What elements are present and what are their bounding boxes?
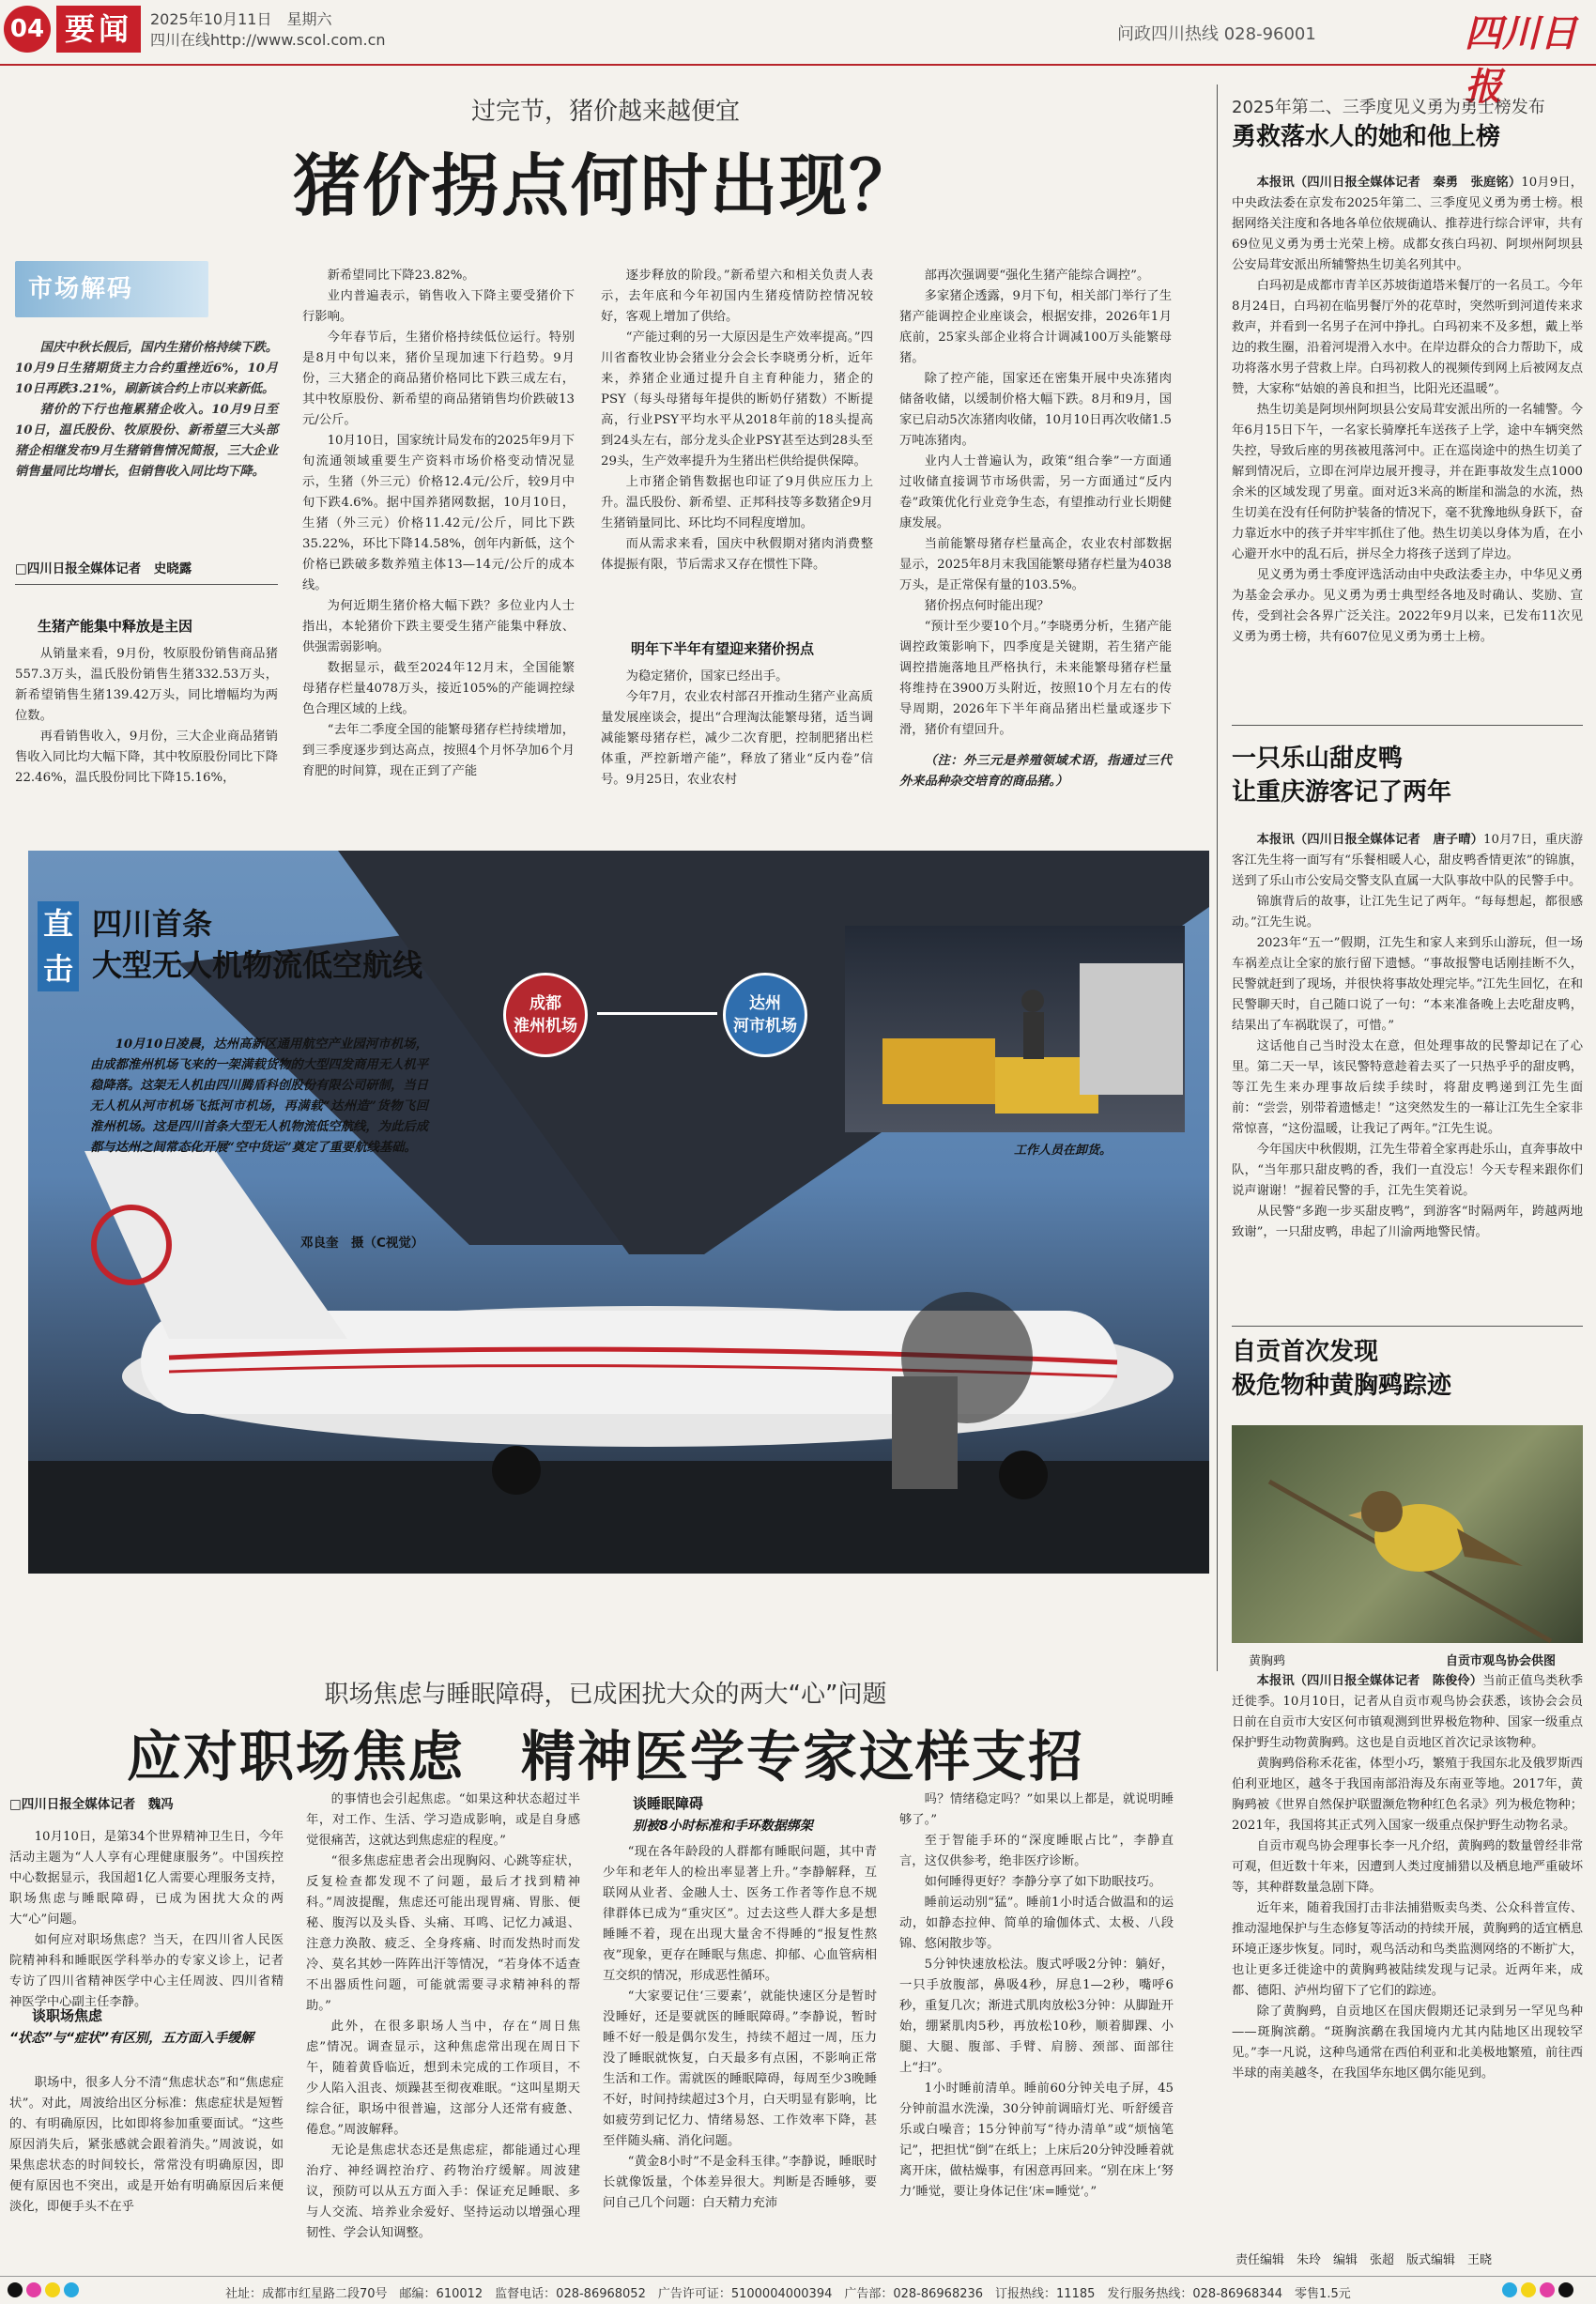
r1-kicker: 2025年第二、三季度见义勇为勇士榜发布 [1232,98,1545,117]
para [1232,173,1583,276]
para: 无论是焦虑状态还是焦虑症，都能通过心理治疗、神经调控治疗、药物治疗缓解。周波建议，预防可以从五方面入手：保证充足睡眠、多与人交流、培养业余爱好、坚持运动以增强心理韧性、学会认知调整。 [306,2143,580,2240]
para-text: 10月7日，重庆游客江先生将一面写有“乐餐相暖人心，甜皮鸭香情更浓”的锦旗，送到了乐山市公安局交警支队直属一大队事故中队的民警手中。 [1232,833,1584,888]
lead-col-3 [601,266,873,622]
bottom-col-3 [603,1842,877,2268]
r2-body [1232,830,1583,1322]
newspaper-logo: 四川日报 [1465,11,1577,109]
route-origin: 成都 淮州机场 [503,973,588,1057]
para: “很多焦虑症患者会出现胸闷、心跳等症状，反复检查都发现不了问题，最后才找到精神科。”周波提醒，焦虑还可能出现胃痛、胃胀、便秘、腹泻以及头昏、头痛、耳鸣、记忆力减退、注意力涣散、疲乏、全身疼痛、时而发热时而发冷、莫名其妙一阵阵出汗等情况，“若身体不适查不出器质性问题，可能就需要寻求精神科的帮助。” [306,1854,580,2013]
color-registration-marks [8,2282,83,2301]
para: “去年二季度全国的能繁母猪存栏持续增加，到三季度逐步到达高点，按照4个月怀孕加6个月育肥的时间算，现在正到了产能 [302,723,575,778]
market-tag-label: 市场解码 [28,275,134,303]
bottom-subhead-1b: “状态”与“症状”有区别，五方面入手缓解 [9,2031,254,2046]
para: 吗？情绪稳定吗？”如果以上都是，就说明睡够了。” [899,1792,1174,1827]
lead-col-3b [601,667,873,792]
para: “黄金8小时”不是金科玉律。”李静说，睡眠时长就像饭量，个体差异很大。判断是否睡够，要问自己几个问题：白天精力充沛 [603,2155,877,2210]
footer [0,2276,1596,2304]
bottom-col-4 [899,1789,1174,2268]
para: 至于智能手环的“深度睡眠占比”，李静直言，这仅供参考，绝非医疗诊断。 [899,1834,1174,1868]
issue-date: 2025年10月11日 星期六 [150,10,332,28]
r2-byline: 本报讯（四川日报全媒体记者 唐子晴） [1256,833,1484,847]
para: 黄胸鹀俗称禾花雀，体型小巧，繁殖于我国东北及俄罗斯西伯利亚地区，越冬于我国南部沿海及东南亚等地。2017年，黄胸鹀被《世界自然保护联盟濒危物种红色名录》列为极危物种；2021年，我国将其正式列入国家一级重点保护野生动物名录。 [1232,1757,1583,1833]
para: 如何应对职场焦虑？当天，在四川省人民医院精神科和睡眠医学科举办的专家义诊上，记者专访了四川省精神医学中心主任周波、四川省精神医学中心副主任李静。 [9,1933,284,2009]
site-url[interactable]: 四川在线http://www.scol.com.cn [150,31,386,49]
r1-byline: 本报讯（四川日报全媒体记者 秦勇 张庭铭） [1256,176,1522,190]
para: 从民警“多跑一步买甜皮鸭”，到游客“时隔两年，跨越两地致谢”，一只甜皮鸭，串起了川渝两地警民情。 [1232,1205,1583,1239]
bottom-byline: □四川日报全媒体记者 魏冯 [9,1797,174,1812]
para: 白玛初是成都市青羊区苏坡街道塔米餐厅的一名员工。今年8月24日，白玛初在临男餐厅外的花草时，突然听到河道传来求救声，并看到一名男子在河中挣扎。白玛初来不及多想，戴上举边的救生圈，沿着河堤滑入水中。在岸边群众的合力帮助下，成功将落水男子营救上岸。白玛初救人的视频传到网上后被网友点赞，大家称“姑娘的善良和担当，比阳光还温暖”。 [1232,279,1583,396]
r3-title-line: 极危物种黄胸鹀踪迹 [1232,1372,1452,1400]
photo-text-para: 10月10日凌晨，达州高新区通用航空产业园河市机场，由成都淮州机场飞来的一架满载货物的大型四发商用无人机平稳降落。这架无人机由四川腾盾科创股份有限公司研制，当日无人机从河市机场飞抵河市机场，再满载“达州造”货物飞回淮州机场。这是四川首条大型无人机物流低空航线，为此后成都与达州之间常态化开展“空中货运”奠定了重要航线基础。 [90,1037,428,1155]
divider [1232,725,1583,726]
bird-credit: 自贡市观鸟协会供图 [1446,1654,1557,1668]
para: 为稳定猪价，国家已经出手。 [625,669,789,684]
para-text: 当前正值鸟类秋季迁徙季。10月10日，记者从自贡市观鸟协会获悉，该协会会员日前在自贡市大安区何市镇观测到世界极危物种、国家一级重点保护野生动物黄胸鹀。这也是自贡地区首次记录该物种。 [1232,1674,1584,1750]
lead-byline: □四川日报全媒体记者 史晓露 [15,561,192,576]
lead-col-4 [899,266,1172,745]
lead-headline: 猪价拐点何时出现？ [292,146,918,225]
para: “产能过剩的另一大原因是生产效率提高。”四川省畜牧业协会猪业分会会长李晓勇分析，近年来，养猪企业通过提升自主育种能力，猪企的PSY（每头母猪每年提供的断奶仔猪数）不断提高，行业PSY平均水平从2018年前的18头提高到24头左右，部分龙头企业PSY甚至达到28头至29头，生产效率提升为生猪出栏供给提供保障。 [601,330,873,468]
bottom-subhead-2b: 别被8小时标准和手环数据绑架 [633,1819,813,1834]
para: 锦旗背后的故事，让江先生记了两年。“每每想起，都很感动。”江先生说。 [1232,895,1583,929]
photo-tag-char: 击 [42,951,73,987]
para: 除了黄胸鹀，自贡地区在国庆假期还记录到另一罕见鸟种——斑胸滨鹬。“斑胸滨鹬在我国境内尤其内陆地区出现较罕见。”李一凡说，这种鸟通常在西伯利亚和北美极地繁殖，前往西半球的南美越冬，在我国华东地区偶尔能见到。 [1232,2004,1583,2081]
para: 上市猪企销售数据也印证了9月供应压力上升。温氏股份、新希望、正邦科技等多数猪企9月生猪销量同比、环比均不同程度增加。 [601,475,873,530]
photo-credit: 邓良奎 摄（C视觉） [300,1236,424,1251]
para: “预计至少要10个月。”李晓勇分析，生猪产能调控政策影响下，四季度是关键期，若生猪产能调控措施落地且严格执行，未来能繁母猪存栏量将维持在3900万头附近，按照10个月左右的传导周期，2026年下半年商品猪出栏量或逐步下滑，猪价有望回升。 [899,620,1172,737]
inset-caption: 工作人员在卸货。 [1014,1144,1113,1158]
para: 的事情也会引起焦虑。“如果这种状态超过半年，对工作、生活、学习造成影响，或是自身感觉很痛苦，这就达到焦虑症的程度。” [306,1792,580,1848]
r3-byline: 本报讯（四川日报全媒体记者 陈俊伶） [1256,1674,1483,1688]
bird-photo [1232,1425,1583,1643]
photo-tag-char: 直 [42,906,73,942]
para: 除了控产能，国家还在密集开展中央冻猪肉储备收储，以缓制价格大幅下跌。8月和9月，国家已启动5次冻猪肉收储，10月10日再次收储1.5万吨冻猪肉。 [899,372,1172,448]
photo-title-line: 大型无人机物流低空航线 [92,947,423,983]
para: 见义勇为勇士季度评选活动由中央政法委主办，中华见义勇为基金会承办。见义勇为勇士典型经各地及时确认、奖励、宣传，受到社会各界广泛关注。2022年9月以来，已发布11次见义勇为勇士榜，共有607位见义勇为勇士上榜。 [1232,568,1583,644]
para: 如何睡得更好？李静分享了如下助眠技巧。 [924,1875,1162,1889]
para: 多家猪企透露，9月下旬，相关部门举行了生猪产能调控企业座谈会，根据安排，2026年1月底前，25家头部企业将合计调减100万头能繁母猪。 [899,289,1172,365]
para: 5分钟快速放松法。腹式呼吸2分钟：躺好，一只手放腹部，鼻吸4秒，屏息1—2秒，嘴呼6秒，重复几次；渐进式肌肉放松3分钟：从脚趾开始，绷紧肌肉5秒，再放松10秒，顺着脚踝、小腿、大腿、腹部、手臂、肩膀、颈部、面部往上“扫”。 [899,1958,1174,2075]
para: 今年7月，农业农村部召开推动生猪产业高质量发展座谈会，提出“合理淘汰能繁母猪，适当调减能繁母猪存栏，减少二次育肥，控制肥猪出栏体重，严控新增产能”，释放了猪业“反内卷”信号。9月25日，农业农村 [601,690,873,787]
para: 睡前运动别“猛”。睡前1小时适合做温和的运动，如静态拉伸、简单的瑜伽体式、太极、八段锦、悠闲散步等。 [899,1896,1174,1951]
para: 数据显示，截至2024年12月末，全国能繁母猪存栏量4078万头，接近105%的产能调控绿色合理区域的上线。 [302,661,575,716]
para: 猪价拐点何时能出现？ [924,599,1050,613]
intro-para: 猪价的下行也拖累猪企收入。10月9日至10日，温氏股份、牧原股份、新希望三大头部猪企相继发布9月生猪销售情况简报，三大企业销售量同比均增长，但销售收入同比均下降。 [15,403,278,479]
bottom-col-1 [9,1827,284,2009]
r2-title-line: 一只乐山甜皮鸭 [1232,745,1404,773]
para: 近年来，随着我国打击非法捕猎贩卖鸟类、公众科普宣传、推动湿地保护与生态修复等活动的持续开展，黄胸鹀的适宜栖息环境正逐步恢复。同时，观鸟活动和鸟类监测网络的不断扩大，也让更多迁徙途中的黄胸鹀被陆续发现与记录。近两年来，成都、德阳、泸州均留下了它们的踪迹。 [1232,1901,1583,1998]
lead-col-1 [15,644,278,794]
para: 此外，在很多职场人当中，存在“周日焦虑”情况。调查显示，这种焦虑常出现在周日下午，随着黄昏临近，想到未完成的工作项目，不少人陷入沮丧、烦躁甚至彻夜难眠。“这叫星期天综合征，职场中很普遍，这部分人还常有疲惫、倦怠。”周波解释。 [306,2020,580,2137]
lead-note [899,751,1172,794]
note: （注：外三元是养殖领域术语，指通过三代外来品种杂交培育的商品猪。） [899,754,1172,789]
r1-body [1232,173,1583,712]
inset-photo [845,926,1185,1132]
para: 新希望同比下降23.82%。 [327,269,475,283]
header-info [150,9,386,51]
r3-body [1232,1671,1583,2263]
lead-intro [15,338,278,498]
para: 2023年“五一”假期，江先生和家人来到乐山游玩，但一场车祸差点让全家的旅行留下遗憾。“事故报警电话刚挂断不久，民警就赶到了现场，并很快将事故处理完毕。”江先生回忆，在和民警聊天时，自己随口说了一句：“本来准备晚上去吃甜皮鸭，结果出了车祸耽误了，可惜。” [1232,936,1583,1033]
para: 热生切美是阿坝州阿坝县公安局茸安派出所的一名辅警。今年6月15日下午，一名家长骑摩托车送孩子上学，途中车辆突然失控，导致后座的男孩被甩落河中。正在巡岗途中的热生切美了解到情况后，立即在河岸边展开搜寻，并在距事故发生点1000余米的区域发现了男童。面对近3米高的断崖和湍急的水流，热生切美在没有任何防护装备的情况下，毫不犹豫地纵身跃下，奋力靠近水中的孩子并牢牢抓住了他。热生切美以身体为盾，在小心避开水中的乱石后，拼尽全力将孩子送到了岸边。 [1232,403,1583,561]
bottom-kicker: 职场焦虑与睡眠障碍，已成困扰大众的两大“心”问题 [324,1681,887,1709]
para: 逐步释放的阶段。”新希望六和相关负责人表示，去年底和今年初国内生猪疫情防控情况较好，客观上增加了供给。 [601,269,873,324]
photo-text [90,1035,428,1222]
editors-credit: 责任编辑 朱玲 编辑 张超 版式编辑 王晓 [1235,2253,1493,2267]
bottom-headline: 应对职场焦虑 精神医学专家这样支招 [126,1725,1084,1789]
para: 再看销售收入，9月份，三大企业商品猪销售收入同比均大幅下降，其中牧原股份同比下降22.46%，温氏股份同比下降15.16%， [15,730,278,785]
para: 当前能繁母猪存栏量高企，农业农村部数据显示，2025年8月末我国能繁母猪存栏量为4038万头，是正常保有量的103.5%。 [899,537,1172,592]
lead-kicker: 过完节，猪价越来越便宜 [470,98,740,126]
para: 10月10日，是第34个世界精神卫生日，今年活动主题为“人人享有心理健康服务”。中国疾控中心数据显示，我国超1亿人需要心理服务支持，职场焦虑与睡眠障碍，已成为困扰大众的两大“心”问题。 [9,1830,284,1927]
para: 今年春节后，生猪价格持续低位运行。特别是8月中旬以来，猪价呈现加速下行趋势。9月份，三大猪企的商品猪价格同比下跌三成左右，其中牧原股份、新希望的商品猪销售均价跌破13元/公斤。 [302,330,575,427]
divider [1232,1326,1583,1327]
r2-headline [1232,742,1451,809]
r3-title-line: 自贡首次发现 [1232,1338,1379,1366]
para: 自贡市观鸟协会理事长李一凡介绍，黄胸鹀的数量曾经非常可观，但近数十年来，因遭到人类过度捕猎以及栖息地严重破坏等，其种群数量急剧下降。 [1232,1839,1583,1895]
para: 职场中，很多人分不清“焦虑状态”和“焦虑症状”。对此，周波给出区分标准：焦虑症状是短暂的、有明确原因，比如即将参加重要面试。“这些原因消失后，紧张感就会跟着消失。”周波说，如果焦虑状态的时间较长，常常没有明确原因，即便有原因也不突出，或是开始有明确原因后来便淡化，即便手头不在乎 [9,2076,284,2214]
photo-title [92,903,422,986]
para: 这话他自己当时没太在意，但处理事故的民警却记在了心里。第二天一早，该民警特意趁着去买了一只热乎乎的甜皮鸭，等江先生来办理事故后续手续时，将甜皮鸭递到江先生面前：“尝尝，别带着遗憾走！”这突然发生的一幕让江先生全家非常惊喜，“这份温暖，让我记了两年。”江先生说。 [1232,1039,1583,1136]
divider [15,584,278,585]
lead-subhead-1: 生猪产能集中释放是主因 [38,618,193,635]
para-text: 10月9日，中央政法委在京发布2025年第二、三季度见义勇为勇士榜。根据网络关注度和各地各单位依规确认、推荐进行综合评审，共有69位见义勇为勇士光荣上榜。成都女孩白玛初、阿坝州阿坝县公安局茸安派出所辅警热生切美名列其中。 [1232,176,1583,272]
color-registration-marks [1502,2282,1577,2301]
para: 部再次强调要“强化生猪产能综合调控”。 [924,269,1150,283]
para: 而从需求来看，国庆中秋假期对猪肉消费整体提振有限，节后需求又存在惯性下降。 [601,537,873,572]
r3-headline [1232,1335,1451,1403]
para: 业内普遍表示，销售收入下降主要受猪价下行影响。 [302,289,575,324]
para: 今年国庆中秋假期，江先生带着全家再赴乐山，直奔事故中队，“当年那只甜皮鸭的香，我们一直没忘！今天专程来跟你们说声谢谢！”握着民警的手，江先生笑着说。 [1232,1143,1583,1198]
route-arrow [597,1012,717,1015]
para: 从销量来看，9月份，牧原股份销售商品猪557.3万头，温氏股份销售生猪332.53万头，新希望销售生猪139.42万头，同比增幅均为两位数。 [15,647,278,723]
bunting-bird-graphic [1232,1425,1583,1643]
route-destination: 达州 河市机场 [723,973,807,1057]
bird-caption: 黄胸鹀 [1249,1654,1286,1668]
footer-address: 社址：成都市红星路二段70号 邮编：610012 监督电话：028-86968052 广告许可证：5100004000394 广告部：028-86968236 订报热线：11185 发行服务热线：028-86968344 零售1.5元 [225,2287,1351,2301]
page-number: 04 [4,6,51,53]
unloading-graphic [845,926,1185,1132]
bottom-col-1b [9,2073,284,2268]
hotline: 问政四川热线 028-96001 [1117,24,1316,44]
photo-tag [38,901,79,991]
para: “大家要记住‘三要素’，就能快速区分是暂时没睡好，还是要就医的睡眠障碍。”李静说，暂时睡不好一般是偶尔发生，持续不超过一周，压力没了睡眠就恢复，白天最多有点困，不影响正常生活和工作。需就医的睡眠障碍，每周至少3晚睡不好，时间持续超过3个月，白天明显有影响，比如疲劳到记忆力、情绪易怒、工作效率下降，甚至伴随头痛、消化问题。 [603,1989,877,2148]
bottom-subhead-1: 谈职场焦虑 [32,2007,103,2024]
bottom-col-2 [306,1789,580,2268]
para [1232,1671,1583,1754]
r2-title-line: 让重庆游客记了两年 [1232,778,1452,806]
para: 10月10日，国家统计局发布的2025年9月下旬流通领域重要生产资料市场价格变动情况显示，生猪（外三元）价格12.4元/公斤，较9月中旬下跌4.6%。据中国养猪网数据，10月10日，生猪（外三元）价格11.42元/公斤，同比下跌35.22%，环比下降14.58%，创年内新低，这个价格已跌破多数养殖主体13—14元/公斤的成本线。 [302,434,575,592]
lead-col-2 [302,266,575,791]
intro-para: 国庆中秋长假后，国内生猪价格持续下跌。10月9日生猪期货主力合约重挫近6%，10月10日再跌3.21%，刷新该合约上市以来新低。 [15,341,278,396]
para: 1小时睡前清单。睡前60分钟关电子屏，45分钟前温水洗澡，30分钟前调暗灯光、听舒缓音乐或白噪音；15分钟前写“待办清单”或“烦恼笔记”，把担忧“倒”在纸上；上床后20分钟没睡着就离开床，做枯燥事，有困意再回来。“别在床上‘努力’睡觉，要让身体记住‘床=睡觉’。” [899,2081,1174,2199]
para [1232,830,1583,892]
lead-subhead-2: 明年下半年有望迎来猪价拐点 [631,640,815,657]
market-tag [15,261,208,317]
photo-title-line: 四川首条 [92,906,213,942]
bottom-subhead-2: 谈睡眠障碍 [633,1795,704,1812]
r1-headline: 勇救落水人的她和他上榜 [1232,123,1501,151]
para: “现在各年龄段的人群都有睡眠问题，其中青少年和老年人的检出率显著上升。”李静解释，互联网从业者、金融人士、医务工作者等作息不规律群体已成为“重灾区”。过去这些人群大多是想睡睡不着，现在出现大量舍不得睡的“报复性熬夜”现象，更存在睡眠与焦虑、抑郁、心血管病相互交织的情况，形成恶性循环。 [603,1845,877,1983]
column-divider [1217,84,1218,1671]
para: 业内人士普遍认为，政策“组合拳”一方面通过收储直接调节市场供需，另一方面通过“反内卷”政策优化行业竞争生态，有望推动行业长期健康发展。 [899,454,1172,530]
section-name: 要闻 [56,6,141,53]
para: 为何近期生猪价格大幅下跌？多位业内人士指出，本轮猪价下跌主要受生猪产能集中释放、供强需弱影响。 [302,599,575,654]
